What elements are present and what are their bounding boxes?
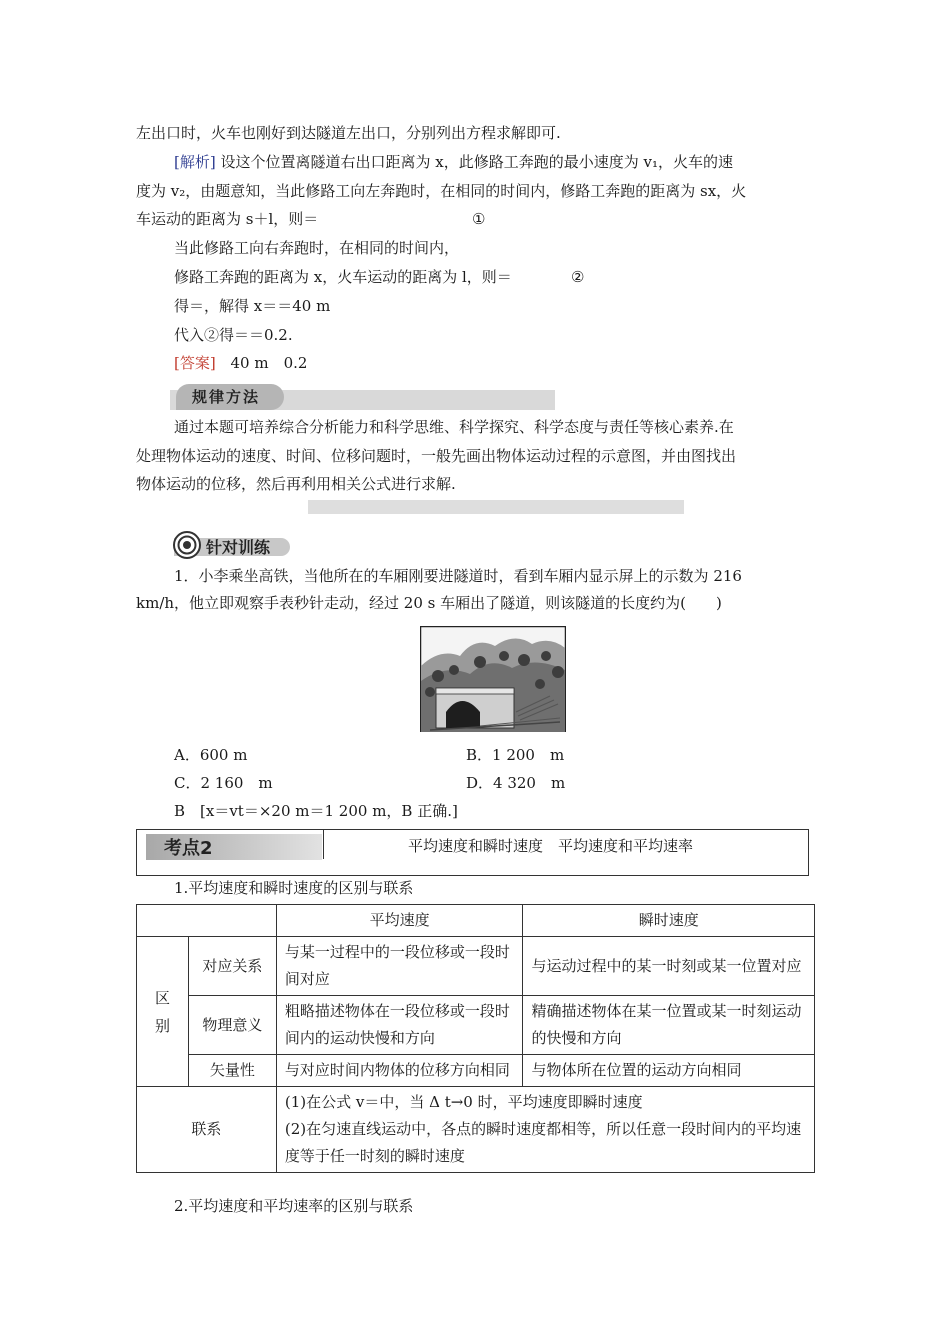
option-c: C．2 160 m xyxy=(174,774,273,792)
method-para-2: 处理物体运动的速度、时间、位移问题时，一般先画出物体运动过程的示意图，并由图找出 xyxy=(136,447,737,465)
kaodian-label: 考点2 xyxy=(164,838,213,859)
solution-line xyxy=(174,800,458,822)
intro-line: 左出口时，火车也刚好到达隧道左出口，分别列出方程求解即可. xyxy=(136,124,561,142)
table-link-row xyxy=(137,1087,815,1173)
difference-group-label: 区 别 xyxy=(137,937,189,1087)
method-heading: 规律方法 xyxy=(192,388,261,406)
option-d: D．4 320 m xyxy=(466,774,566,792)
row-instant-cell: 与物体所在位置的运动方向相同 xyxy=(523,1055,815,1087)
separator-band xyxy=(308,500,684,514)
equation-mark-1: ① xyxy=(472,210,486,228)
section-1-title: 1.平均速度和瞬时速度的区别与联系 xyxy=(174,879,414,897)
question-1-line-1: 1．小李乘坐高铁，当他所在的车厢刚要进隧道时，看到车厢内显示屏上的示数为 216 xyxy=(174,567,742,585)
row-average-cell: 与对应时间内物体的位移方向相同 xyxy=(276,1055,523,1087)
link-point-1: (1)在公式 v＝中，当 Δ t→0 时，平均速度即瞬时速度 xyxy=(284,1093,643,1111)
header-instant-velocity: 瞬时速度 xyxy=(523,905,815,937)
training-heading: 针对训练 xyxy=(206,538,271,557)
method-para-1: 通过本题可培养综合分析能力和科学思维、科学探究、科学态度与责任等核心素养.在 xyxy=(174,418,734,436)
row-average-cell: 与某一过程中的一段位移或一段时间对应 xyxy=(276,937,523,996)
question-1-line-2: km/h，他立即观察手表秒针走动，经过 20 s 车厢出了隧道，则该隧道的长度约为( ) xyxy=(136,594,722,612)
header-average-velocity: 平均速度 xyxy=(276,905,523,937)
table-row xyxy=(137,996,815,1055)
option-a: A．600 m xyxy=(174,746,248,764)
analysis-line-4: 当此修路工向右奔跑时，在相同的时间内， xyxy=(174,239,460,257)
answer-tag: [答案] xyxy=(174,354,216,372)
equation-mark-2: ② xyxy=(571,268,585,286)
analysis-line-5: 修路工奔跑的距离为 x，火车运动的距离为 l，则＝ xyxy=(174,268,512,286)
link-label: 联系 xyxy=(137,1087,277,1173)
link-cell xyxy=(276,1087,814,1173)
analysis-line-6: 得＝，解得 x＝＝40 m xyxy=(174,297,331,315)
analysis-line-2: 度为 v₂，由题意知，当此修路工向左奔跑时，在相同的时间内，修路工奔跑的距离为 sx，火 xyxy=(136,182,747,200)
analysis-tag: [解析] xyxy=(174,153,216,171)
table-row xyxy=(137,1055,815,1087)
target-icon xyxy=(172,530,202,560)
solution-text: B [x＝vt＝×20 m＝1 200 m，B 正确.] xyxy=(174,802,458,820)
kaodian-title: 平均速度和瞬时速度 平均速度和平均速率 xyxy=(408,837,694,855)
tunnel-photo xyxy=(420,626,566,732)
answer-text: 40 m 0.2 xyxy=(230,354,308,372)
analysis-line-1 xyxy=(174,151,733,173)
comparison-table xyxy=(136,904,815,1173)
analysis-line-3: 车运动的距离为 s＋l，则＝ xyxy=(136,210,319,228)
analysis-text-1: 设这个位置离隧道右出口距离为 x，此修路工奔跑的最小速度为 v₁，火车的速 xyxy=(220,153,733,171)
analysis-line-7: 代入②得＝＝0.2. xyxy=(174,326,293,344)
table-row xyxy=(137,937,815,996)
kaodian-divider xyxy=(323,829,324,859)
row-instant-cell: 精确描述物体在某一位置或某一时刻运动的快慢和方向 xyxy=(523,996,815,1055)
table-corner-cell xyxy=(137,905,277,937)
row-label: 物理意义 xyxy=(188,996,276,1055)
row-instant-cell: 与运动过程中的某一时刻或某一位置对应 xyxy=(523,937,815,996)
link-point-2: (2)在匀速直线运动中，各点的瞬时速度都相等，所以任意一段时间内的平均速度等于任一时刻的瞬时速度 xyxy=(284,1120,802,1165)
row-label: 对应关系 xyxy=(188,937,276,996)
row-label: 矢量性 xyxy=(188,1055,276,1087)
option-b: B．1 200 m xyxy=(466,746,565,764)
answer-line xyxy=(174,352,307,374)
section-2-title: 2.平均速度和平均速率的区别与联系 xyxy=(174,1197,414,1215)
method-para-3: 物体运动的位移，然后再利用相关公式进行求解. xyxy=(136,475,456,493)
table-header-row xyxy=(137,905,815,937)
row-average-cell: 粗略描述物体在一段位移或一段时间内的运动快慢和方向 xyxy=(276,996,523,1055)
